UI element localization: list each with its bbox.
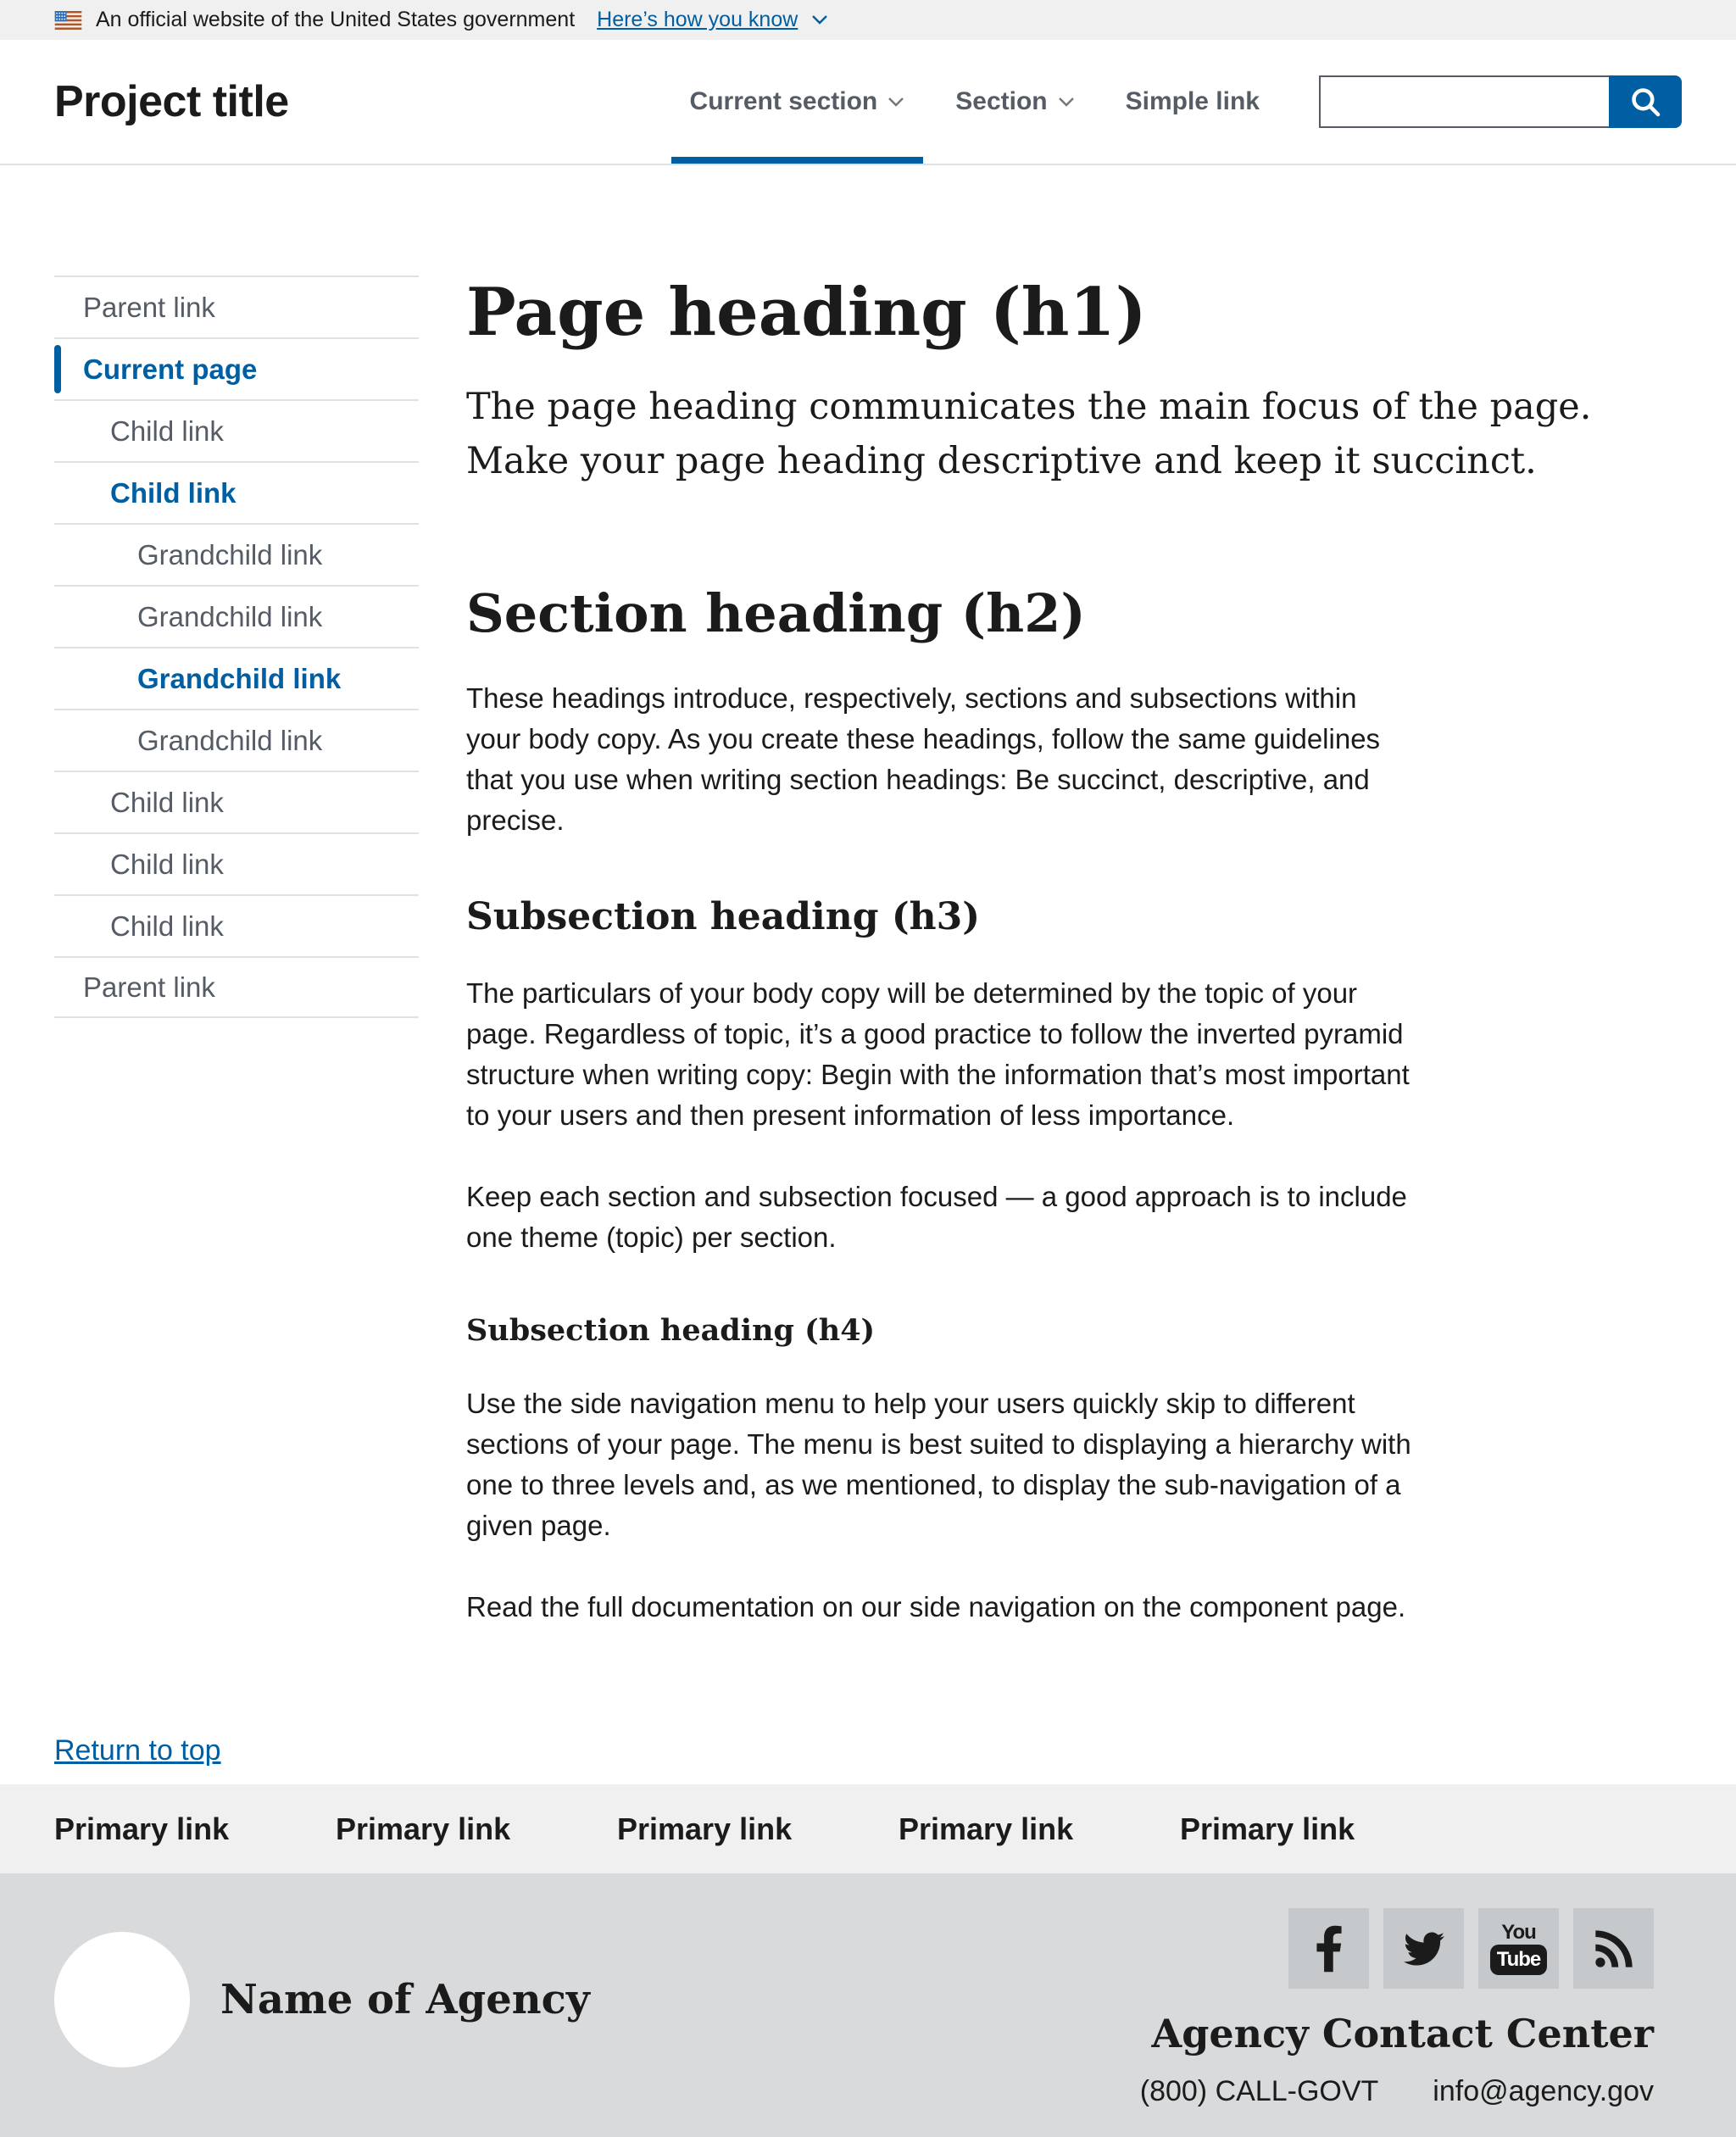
sidenav-item[interactable]: [54, 832, 419, 894]
search-button[interactable]: [1609, 75, 1682, 128]
nav-item-label: Section: [955, 87, 1048, 115]
sidenav-link[interactable]: Grandchild link: [137, 724, 323, 756]
footer-primary-link[interactable]: Primary link: [336, 1811, 511, 1846]
primary-nav: [665, 40, 1285, 164]
nav-item-simple-link[interactable]: [1100, 40, 1285, 164]
page-heading-h1: Page heading (h1): [466, 274, 1147, 351]
sidenav-link[interactable]: Child link: [110, 910, 224, 942]
contact-details: [1140, 2075, 1654, 2108]
sidenav-link[interactable]: Grandchild link: [137, 600, 323, 632]
footer-primary-link[interactable]: Primary link: [899, 1811, 1074, 1846]
us-flag-icon: [54, 11, 82, 30]
sidenav-link[interactable]: Child link: [110, 476, 236, 509]
twitter-icon: [1399, 1928, 1449, 1969]
nav-item-current-section[interactable]: [665, 40, 931, 164]
contact-phone-link[interactable]: (800) CALL-GOVT: [1139, 2075, 1379, 2108]
chevron-down-icon: [1058, 97, 1075, 108]
sidenav-item[interactable]: [54, 275, 419, 337]
footer-primary-link[interactable]: Primary link: [617, 1811, 793, 1846]
return-to-top-link[interactable]: Return to top: [54, 1734, 221, 1767]
banner-how-you-know-link[interactable]: Here’s how you know: [597, 8, 798, 31]
body-paragraph: The particulars of your body copy will be determined by the topic of your page. Regardless of topic, it’s a good practice to follow the inverted pyramid structure when writing copy: Begin with the information that’s most important to your users and then present information of less importance.: [466, 977, 1410, 1132]
agency-name: Name of Agency: [220, 1976, 590, 2024]
sidenav-item[interactable]: [54, 709, 419, 771]
sidenav-item[interactable]: [54, 894, 419, 956]
content-area: [0, 165, 1736, 1628]
agency-contact-block: [1140, 1908, 1654, 2137]
footer-primary-nav: [0, 1784, 1736, 1873]
sidenav-link[interactable]: Parent link: [83, 291, 215, 323]
social-links: [1288, 1908, 1654, 1989]
sidenav-link[interactable]: Child link: [110, 786, 224, 818]
body-paragraph: Read the full documentation on our side navigation on the component page.: [466, 1591, 1406, 1623]
sidenav-item[interactable]: [54, 956, 419, 1018]
search-icon: [1628, 84, 1663, 120]
footer-primary-link[interactable]: Primary link: [54, 1811, 230, 1846]
sidenav-link[interactable]: Parent link: [83, 971, 215, 1003]
sidenav-item-active[interactable]: [54, 647, 419, 709]
facebook-link[interactable]: [1288, 1908, 1369, 1989]
body-paragraph: Use the side navigation menu to help your users quickly skip to different sections of your page. The menu is best suited to displaying a hierarchy with one to three levels and, as we mentioned, to display the sub-navigation of a given page.: [466, 1388, 1411, 1542]
rss-icon: [1592, 1927, 1636, 1971]
chevron-down-icon: [811, 14, 828, 25]
rss-link[interactable]: [1573, 1908, 1654, 1989]
nav-item-section[interactable]: [930, 40, 1099, 164]
return-to-top-row: [0, 1734, 1736, 1767]
sidenav-item[interactable]: [54, 771, 419, 832]
search-form: [1319, 75, 1682, 128]
nav-item-label: Simple link: [1125, 87, 1260, 115]
main-content: [466, 275, 1680, 1628]
body-paragraph: Keep each section and subsection focused — a good approach is to include one theme (topic) per section.: [466, 1181, 1407, 1254]
sidenav-item[interactable]: [54, 523, 419, 585]
chevron-down-icon: [887, 97, 904, 108]
body-paragraph: These headings introduce, respectively, sections and subsections within your body copy. As you create these headings, follow the same guidelines that you use when writing section headings: Be succinct, descriptive, and precise.: [466, 682, 1381, 836]
facebook-icon: [1315, 1923, 1344, 1975]
sidenav-link[interactable]: Child link: [110, 415, 224, 447]
contact-center-heading: Agency Contact Center: [1151, 2011, 1654, 2057]
youtube-you-text: You: [1501, 1920, 1536, 1944]
nav-item-label: Current section: [689, 87, 878, 115]
sidenav-item[interactable]: [54, 399, 419, 461]
search-input[interactable]: [1319, 75, 1609, 128]
sidenav-link[interactable]: Grandchild link: [137, 662, 342, 694]
contact-email-link[interactable]: info@agency.gov: [1433, 2075, 1654, 2108]
site-title: Project title: [54, 77, 289, 126]
lead-paragraph: The page heading communicates the main focus of the page. Make your page heading descriptive and keep it succinct.: [466, 386, 1592, 483]
youtube-icon: [1490, 1920, 1548, 1975]
sidenav-item[interactable]: [54, 585, 419, 647]
section-heading-h2: Section heading (h2): [466, 582, 1086, 645]
sidenav-link[interactable]: Child link: [110, 848, 224, 880]
gov-banner: [0, 0, 1736, 40]
sidenav-link[interactable]: Grandchild link: [137, 538, 323, 570]
agency-logo-placeholder: [54, 1932, 190, 2067]
footer-primary-link[interactable]: Primary link: [1180, 1811, 1355, 1846]
side-navigation: [54, 275, 419, 1018]
subsection-heading-h4: Subsection heading (h4): [466, 1313, 876, 1349]
banner-text: An official website of the United States government: [96, 8, 576, 31]
site-header: [0, 40, 1736, 165]
sidenav-item-current[interactable]: [54, 337, 419, 399]
sidenav-link[interactable]: Current page: [83, 353, 258, 385]
agency-identity: [54, 1932, 590, 2067]
subsection-heading-h3: Subsection heading (h3): [466, 894, 981, 938]
footer-secondary: [0, 1873, 1736, 2137]
twitter-link[interactable]: [1383, 1908, 1464, 1989]
youtube-tube-text: Tube: [1490, 1945, 1548, 1975]
sidenav-item-active[interactable]: [54, 461, 419, 523]
youtube-link[interactable]: [1478, 1908, 1559, 1989]
